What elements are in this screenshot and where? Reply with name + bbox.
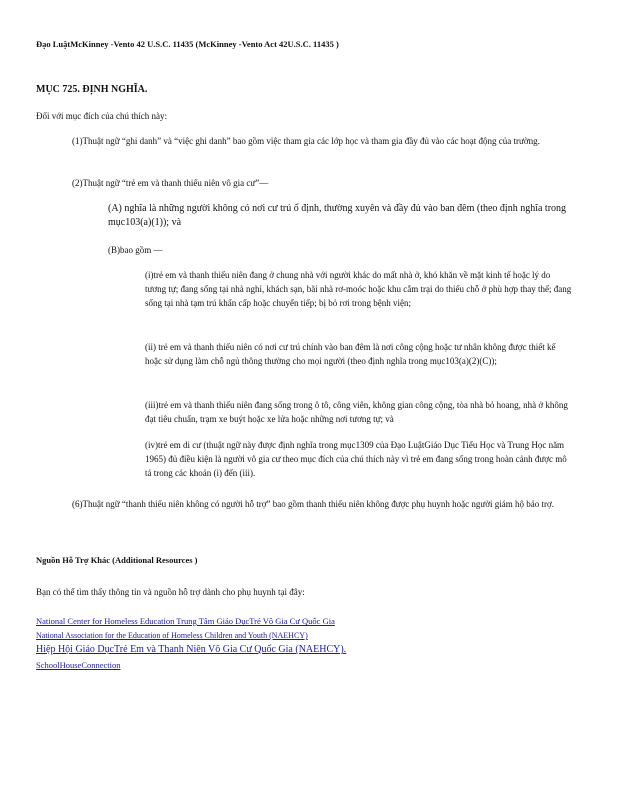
link-nche[interactable]: National Center for Homeless Education Trung Tâm Giáo DụcTrẻ Vô Gia Cư Quốc Gia	[36, 616, 335, 626]
item-iv: (iv)trẻ em di cư (thuật ngữ này được định nghĩa trong mục1309 của Đạo LuậtGiáo Dục Tiểu Học và Trung Học năm 1965) đủ điều kiện là người vô gia cư theo mục đích của chú thích này vì trẻ em đang sống trong hoàn cảnh được mô tả trong các khoản (i) đến (iii).	[145, 440, 567, 478]
item-ii: (ii) trẻ em và thanh thiếu niên có nơi cư trú chính vào ban đêm là nơi công cộng hoặc tư nhân không được thiết kế hoặc sử dụng làm chỗ ngủ thông thường cho mọi người (theo định nghĩa trong mục103(a)(2)(C));	[145, 342, 556, 366]
item-iii: (iii)trẻ em và thanh thiếu niên đang sống trong ô tô, công viên, không gian công cộng, tòa nhà bỏ hoang, nhà ở không đạt tiêu chuẩn, trạm xe buýt hoặc xe lửa hoặc những nơi tương tự; và	[145, 400, 568, 424]
section-title: MỤC 725. ĐỊNH NGHĨA.	[36, 84, 148, 95]
resources-intro: Bạn có thể tìm thấy thông tin và nguồn hỗ trợ dành cho phụ huynh tại đây:	[36, 587, 305, 597]
definition-2: (2)Thuật ngữ “trẻ em và thanh thiếu niên vô gia cư”—	[72, 178, 269, 188]
resources-heading: Nguồn Hỗ Trợ Khác (Additional Resources )	[36, 555, 198, 565]
definition-6: (6)Thuật ngữ “thanh thiếu niên không có người hỗ trợ” bao gồm thanh thiếu niên không được phụ huynh hoặc người giám hộ bảo trợ.	[72, 499, 554, 509]
document-header: Đạo LuậtMcKinney -Vento 42 U.S.C. 11435 (McKinney -Vento Act 42U.S.C. 11435 )	[36, 39, 339, 49]
link-naehcy[interactable]: National Association for the Education of Homeless Children and Youth (NAEHCY)	[36, 631, 308, 640]
link-schoolhouseconnection[interactable]: SchoolHouseConnection	[36, 660, 121, 670]
definition-2b: (B)bao gồm —	[108, 245, 163, 255]
definition-2a: (A) nghĩa là những người không có nơi cư trú ổ định, thường xuyên và đầy đủ vào ban đêm (theo định nghĩa trong mục103(a)(1)); và	[108, 203, 567, 228]
item-i: (i)trẻ em và thanh thiếu niên đang ở chung nhà với người khác do mất nhà ở, khó khăn về mặt kinh tế hoặc lý do tương tự; đang sống tại nhà nghỉ, khách sạn, bãi nhà rơ-moóc hoặc khu cắm trại do thiếu chỗ ở phù hợp thay thế; đang sống tại nhà tạm trú khẩn cấp hoặc chuyển tiếp; bị bỏ rơi trong bệnh viện;	[145, 270, 572, 308]
link-naehcy-vi[interactable]: Hiệp Hội Giáo DụcTrẻ Em và Thanh Niên Vô Gia Cư Quốc Gia (NAEHCY).	[36, 644, 347, 655]
intro-text: Đối với mục đích của chú thích này:	[36, 111, 167, 121]
definition-1: (1)Thuật ngữ “ghi danh” và “việc ghi danh” bao gồm việc tham gia các lớp học và tham gia đầy đủ vào các hoạt động của trường.	[72, 136, 540, 146]
